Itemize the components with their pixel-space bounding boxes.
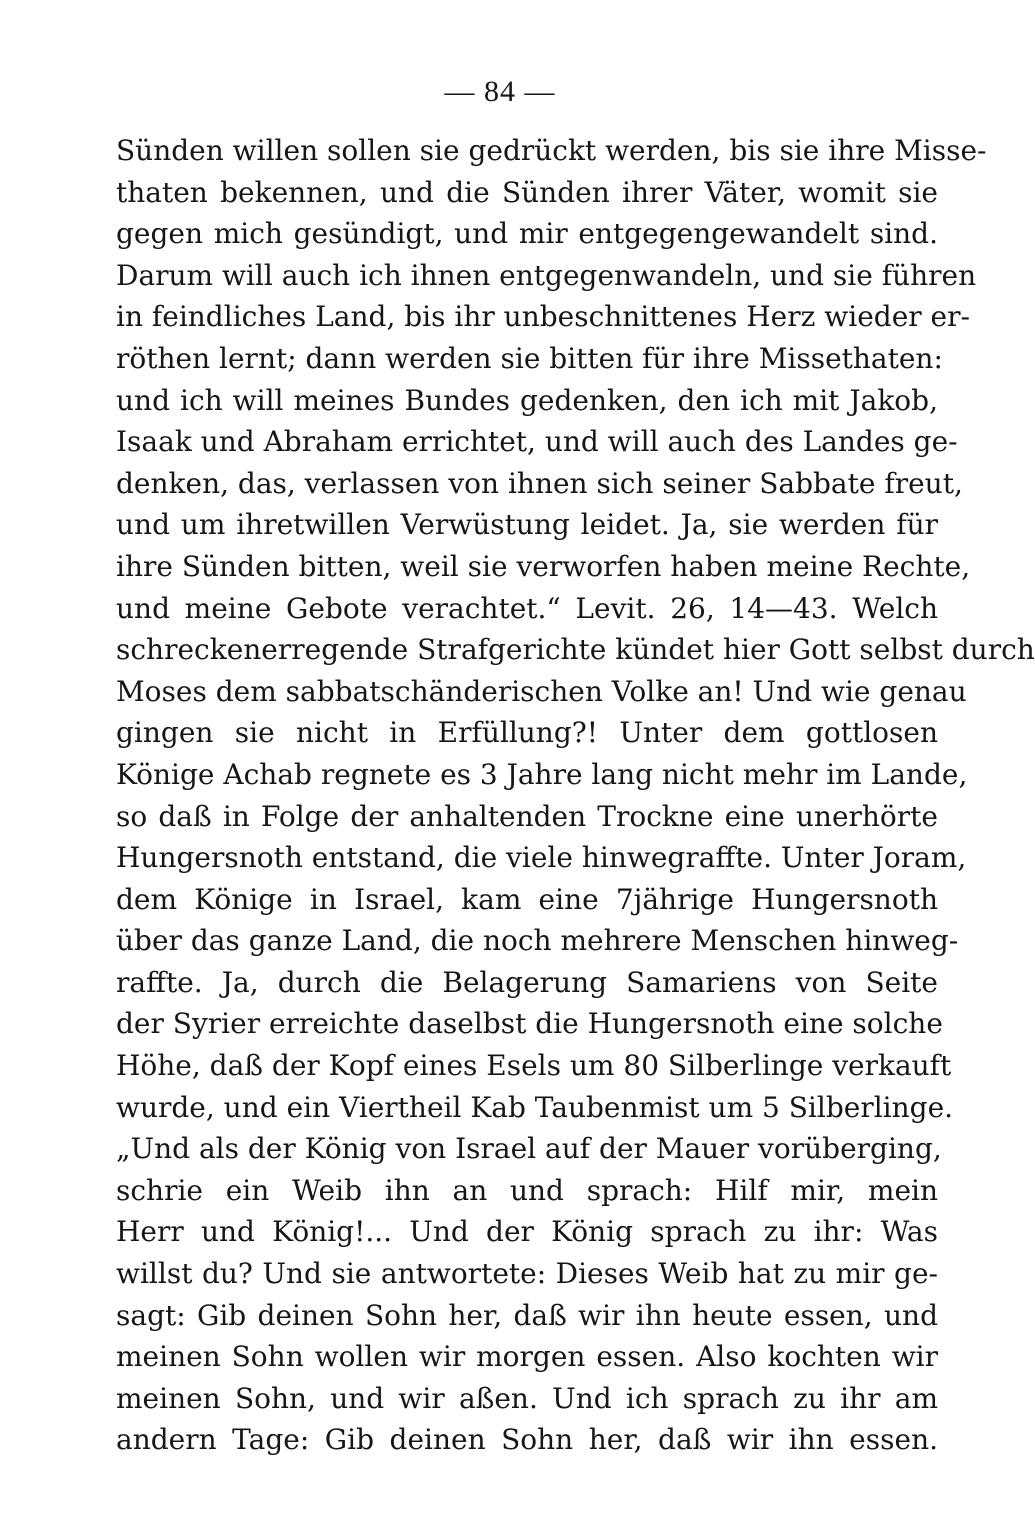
text-line: schreckenerregende Strafgerichte kündet hier Gott selbst durch (116, 633, 1035, 667)
text-line: und meine Gebote verachtet.“ Levit. 26, 14—43. Welch (116, 591, 938, 625)
text-line: thaten bekennen, und die Sünden ihrer Väter, womit sie (116, 175, 938, 209)
text-line: Herr und König!... Und der König sprach zu ihr: Was (116, 1215, 938, 1249)
text-line: Höhe, daß der Kopf eines Esels um 80 Silberlinge verkauft (116, 1049, 952, 1083)
text-line: denken, das, verlassen von ihnen sich seiner Sabbate freut, (116, 466, 963, 500)
text-line: und um ihretwillen Verwüstung leidet. Ja, sie werden für (116, 508, 938, 542)
text-line: meinen Sohn wollen wir morgen essen. Also kochten wir (116, 1340, 938, 1374)
text-line: schrie ein Weib ihn an und sprach: Hilf mir, mein (116, 1173, 938, 1207)
text-line: gegen mich gesündigt, und mir entgegengewandelt sind. (116, 217, 938, 251)
text-line: in feindliches Land, bis ihr unbeschnittenes Herz wieder er- (116, 300, 970, 334)
text-line: „Und als der König von Israel auf der Mauer vorüberging, (116, 1132, 942, 1166)
text-line: sagt: Gib deinen Sohn her, daß wir ihn heute essen, und (116, 1298, 938, 1332)
page-number: — 84 — (444, 75, 556, 108)
text-line: gingen sie nicht in Erfüllung?! Unter dem gottlosen (116, 716, 938, 750)
text-line: Hungersnoth entstand, die viele hinwegraffte. Unter Joram, (116, 841, 967, 875)
text-line: Moses dem sabbatschänderischen Volke an! Und wie genau (116, 674, 967, 708)
body-text (116, 130, 1035, 1461)
text-line: Isaak und Abraham errichtet, und will auch des Landes ge- (116, 425, 958, 459)
text-line: raffte. Ja, durch die Belagerung Samariens von Seite (116, 965, 938, 999)
text-line: ihre Sünden bitten, weil sie verworfen haben meine Rechte, (116, 549, 971, 583)
text-line: der Syrier erreichte daselbst die Hungersnoth eine solche (116, 1007, 943, 1041)
text-line: Darum will auch ich ihnen entgegenwandeln, und sie führen (116, 258, 977, 292)
text-line: willst du? Und sie antwortete: Dieses Weib hat zu mir ge- (116, 1257, 938, 1291)
text-line: und ich will meines Bundes gedenken, den ich mit Jakob, (116, 383, 938, 417)
text-line: dem Könige in Israel, kam eine 7jährige Hungersnoth (116, 882, 938, 916)
text-line: meinen Sohn, und wir aßen. Und ich sprach zu ihr am (116, 1381, 938, 1415)
text-line: Sünden willen sollen sie gedrückt werden, bis sie ihre Misse- (116, 134, 987, 167)
text-line: über das ganze Land, die noch mehrere Menschen hinweg- (116, 924, 959, 958)
text-line: Könige Achab regnete es 3 Jahre lang nicht mehr im Lande, (116, 757, 968, 791)
text-line: wurde, und ein Viertheil Kab Taubenmist um 5 Silberlinge. (116, 1090, 954, 1124)
text-line: röthen lernt; dann werden sie bitten für ihre Missethaten: (116, 341, 943, 375)
text-line: andern Tage: Gib deinen Sohn her, daß wir ihn essen. (116, 1423, 938, 1457)
text-line: so daß in Folge der anhaltenden Trockne eine unerhörte (116, 799, 938, 833)
